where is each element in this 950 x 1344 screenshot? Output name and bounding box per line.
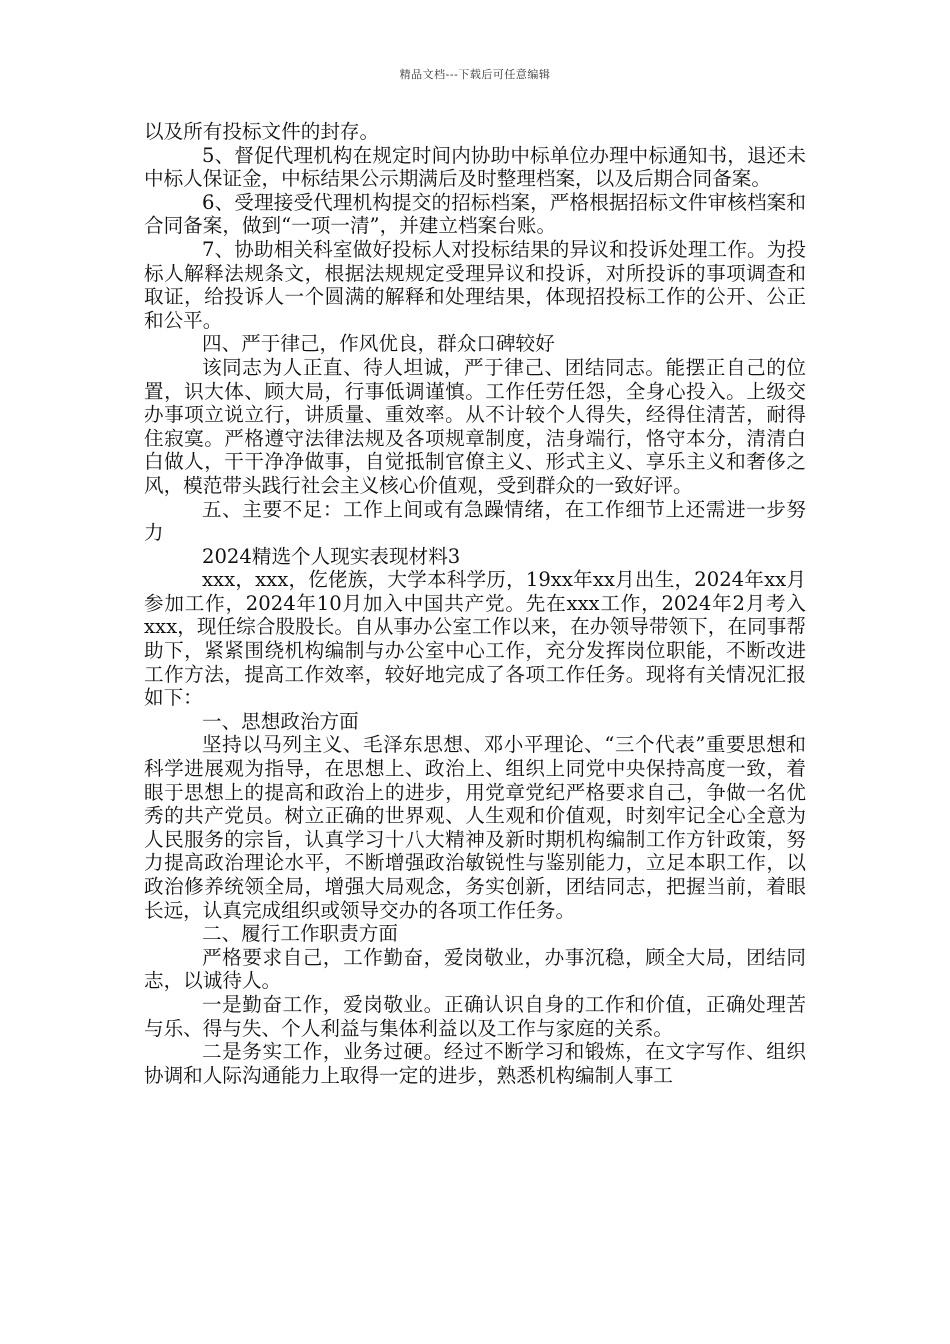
- section-heading: 四、严于律己，作风优良，群众口碑较好: [202, 332, 555, 356]
- paragraph: 二是务实工作，业务过硬。经过不断学习和锻炼，在文字写作、组织协调和人际沟通能力上取得一定的进步，熟悉机构编制人事工: [144, 1040, 806, 1087]
- paragraph: 5、督促代理机构在规定时间内协助中标单位办理中标通知书，退还未中标人保证金，中标结果公示期满后及时整理档案，以及后期合同备案。: [144, 143, 806, 191]
- paragraph: xxx，xxx，仡佬族，大学本科学历，19xx年xx月出生，2024年xx月参加工作，2024年10月加入中国共产党。先在xxx工作，2024年2月考入xxx，现任综合股股长。自从事办公室工作以来，在办领导带领下，在同事帮助下，紧紧围绕机构编制与办公室中心工作，充分发挥岗位职能，不断改进工作方法，提高工作效率，较好地完成了各项工作任务。现将有关情况汇报如下：: [144, 568, 806, 710]
- section-heading: 五、主要不足：工作上间或有急躁情绪，在工作细节上还需进一步努力: [144, 497, 806, 545]
- paragraph: 严格要求自己，工作勤奋，爱岗敬业，办事沉稳，顾全大局，团结同志，以诚待人。: [144, 945, 806, 993]
- section-heading: 一、思想政治方面: [202, 709, 359, 733]
- document-body: [144, 120, 806, 1087]
- paragraph: 以及所有投标文件的封存。: [144, 120, 380, 143]
- paragraph: 一是勤奋工作，爱岗敬业。正确认识自身的工作和价值，正确处理苦与乐、得与失、个人利益与集体利益以及工作与家庭的关系。: [144, 992, 806, 1040]
- paragraph: 该同志为人正直、待人坦诚，严于律己、团结同志。能摆正自己的位置，识大体、顾大局，行事低调谨慎。工作任劳任怨，全身心投入。上级交办事项立说立行，讲质量、重效率。从不计较个人得失，经得住清苦，耐得住寂寞。严格遵守法律法规及各项规章制度，洁身端行，恪守本分，清清白白做人，干干净净做事，自觉抵制官僚主义、形式主义、享乐主义和奢侈之风，模范带头践行社会主义核心价值观，受到群众的一致好评。: [144, 355, 806, 497]
- section-heading: 二、履行工作职责方面: [202, 922, 398, 946]
- page-header: 精品文档---下载后可任意编辑: [399, 68, 551, 81]
- document-subtitle: 2024精选个人现实表现材料3: [202, 544, 461, 568]
- paragraph: 6、受理接受代理机构提交的招标档案，严格根据招标文件审核档案和合同备案，做到“一项一清”，并建立档案台账。: [144, 190, 806, 238]
- paragraph: 坚持以马列主义、毛泽东思想、邓小平理论、“三个代表”重要思想和科学进展观为指导，在思想上、政治上、组织上同党中央保持高度一致，着眼于思想上的提高和政治上的进步，用党章党纪严格要求自己，争做一名优秀的共产党员。树立正确的世界观、人生观和价值观，时刻牢记全心全意为人民服务的宗旨，认真学习十八大精神及新时期机构编制工作方针政策，努力提高政治理论水平，不断增强政治敏锐性与鉴别能力，立足本职工作，以政治修养统领全局，增强大局观念，务实创新，团结同志，把握当前，着眼长远，认真完成组织或领导交办的各项工作任务。: [144, 733, 806, 922]
- paragraph: 7、协助相关科室做好投标人对投标结果的异议和投诉处理工作。为投标人解释法规条文，根据法规规定受理异议和投诉，对所投诉的事项调查和取证，给投诉人一个圆满的解释和处理结果，体现招投标工作的公开、公正和公平。: [144, 237, 806, 332]
